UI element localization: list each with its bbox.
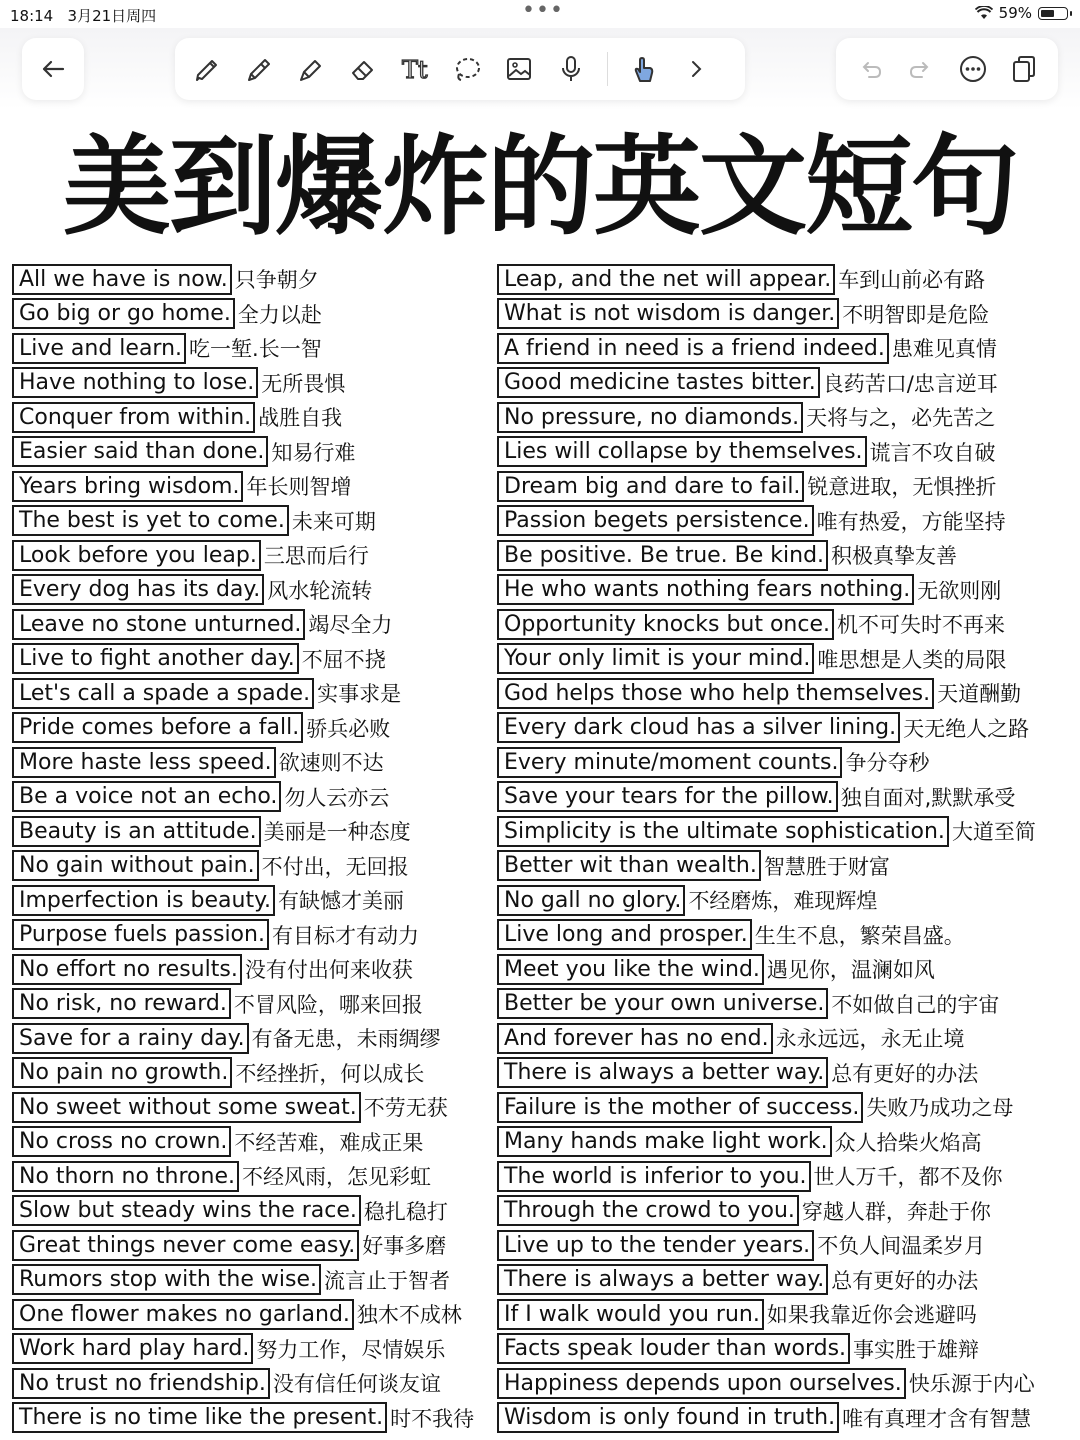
english-phrase: All we have is now. <box>12 264 232 295</box>
chinese-translation: 患难见真情 <box>891 337 997 362</box>
english-phrase: Years bring wisdom. <box>12 471 243 502</box>
chinese-translation: 只争朝夕 <box>234 268 319 293</box>
phrase-row <box>497 1401 1036 1436</box>
toolbar-divider <box>607 52 608 86</box>
chinese-translation: 欲速则不达 <box>278 751 384 776</box>
battery-percent: 59% <box>998 4 1032 22</box>
phrase-row <box>497 1332 1036 1367</box>
phrase-row <box>497 573 1036 608</box>
english-phrase: Easier said than done. <box>12 436 268 467</box>
phrase-row <box>497 469 1036 504</box>
chinese-translation: 争分夺秒 <box>845 751 930 776</box>
english-phrase: Have nothing to lose. <box>12 367 258 398</box>
english-phrase: Save your tears for the pillow. <box>497 781 838 812</box>
phrase-row <box>12 297 474 332</box>
phrase-row <box>497 676 1036 711</box>
phrase-row <box>497 538 1036 573</box>
chinese-translation: 不劳无获 <box>363 1096 448 1121</box>
english-phrase: Many hands make light work. <box>497 1126 832 1157</box>
phrase-row <box>497 711 1036 746</box>
chinese-translation: 努力工作，尽情娱乐 <box>256 1337 446 1362</box>
chinese-translation: 永永远远，永无止境 <box>775 1027 965 1052</box>
phrase-row <box>12 1056 474 1091</box>
english-phrase: Look before you leap. <box>12 540 261 571</box>
chinese-translation: 不经挫折，何以成长 <box>235 1061 425 1086</box>
english-phrase: God helps those who help themselves. <box>497 678 934 709</box>
phrase-row <box>497 745 1036 780</box>
phrase-row <box>497 642 1036 677</box>
more-icon[interactable] <box>951 47 995 91</box>
chinese-translation: 锐意进取，无惧挫折 <box>807 475 997 500</box>
english-phrase: No risk, no reward. <box>12 988 231 1019</box>
pen-icon[interactable] <box>185 47 229 91</box>
phrase-row <box>12 642 474 677</box>
english-phrase: Leave no stone unturned. <box>12 609 305 640</box>
chinese-translation: 时不我待 <box>390 1406 475 1431</box>
phrase-row <box>12 400 474 435</box>
english-phrase: What is not wisdom is danger. <box>497 298 839 329</box>
english-phrase: Imperfection is beauty. <box>12 885 275 916</box>
english-phrase: Passion begets persistence. <box>497 505 814 536</box>
phrase-row <box>497 607 1036 642</box>
chinese-translation: 骄兵必败 <box>306 716 391 741</box>
english-phrase: No pain no growth. <box>12 1057 232 1088</box>
english-phrase: Opportunity knocks but once. <box>497 609 834 640</box>
chinese-translation: 没有付出何来收获 <box>244 958 413 983</box>
chinese-translation: 世人万千，都不及你 <box>813 1165 1003 1190</box>
chinese-translation: 机不可失时不再来 <box>837 613 1006 638</box>
chinese-translation: 失败乃成功之母 <box>866 1096 1014 1121</box>
undo-icon[interactable] <box>848 47 892 91</box>
chinese-translation: 年长则智增 <box>246 475 352 500</box>
phrase-row <box>497 262 1036 297</box>
phrase-row <box>12 331 474 366</box>
english-phrase: Leap, and the net will appear. <box>497 264 835 295</box>
phrase-row <box>12 883 474 918</box>
pencil-icon[interactable] <box>237 47 281 91</box>
phrase-row <box>12 711 474 746</box>
phrase-row <box>497 1297 1036 1332</box>
svg-text:Tt: Tt <box>402 56 428 84</box>
phrase-row <box>12 987 474 1022</box>
chinese-translation: 无欲则刚 <box>917 578 1002 603</box>
chinese-translation: 流言止于智者 <box>324 1268 450 1293</box>
english-phrase: No pressure, no diamonds. <box>497 402 803 433</box>
chinese-translation: 天道酬勤 <box>937 682 1022 707</box>
english-phrase: Live and learn. <box>12 333 186 364</box>
english-phrase: Better wit than wealth. <box>497 850 761 881</box>
chinese-translation: 唯有真理才含有智慧 <box>842 1406 1032 1431</box>
phrase-row <box>497 1263 1036 1298</box>
english-phrase: If I walk would you run. <box>497 1299 764 1330</box>
chinese-translation: 天将与之，必先苦之 <box>806 406 996 431</box>
phrase-row <box>497 987 1036 1022</box>
chinese-translation: 吃一堑.长一智 <box>189 337 322 362</box>
chinese-translation: 不经磨炼，难现辉煌 <box>688 889 878 914</box>
eraser-icon[interactable] <box>341 47 385 91</box>
chinese-translation: 不负人间温柔岁月 <box>817 1234 986 1259</box>
chinese-translation: 美丽是一种态度 <box>263 820 411 845</box>
chinese-translation: 没有信任何谈友谊 <box>272 1372 441 1397</box>
status-bar <box>0 0 1080 28</box>
phrase-row <box>12 814 474 849</box>
phrase-row <box>12 1297 474 1332</box>
english-phrase: Dream big and dare to fail. <box>497 471 804 502</box>
english-phrase: No gall no glory. <box>497 885 685 916</box>
phrase-row <box>12 1366 474 1401</box>
phrase-row <box>12 262 474 297</box>
phrase-row <box>12 1159 474 1194</box>
chinese-translation: 大道至简 <box>951 820 1036 845</box>
phrase-row <box>497 297 1036 332</box>
english-phrase: No gain without pain. <box>12 850 259 881</box>
phrase-row <box>12 607 474 642</box>
english-phrase: Conquer from within. <box>12 402 255 433</box>
english-phrase: Be a voice not an echo. <box>12 781 281 812</box>
english-phrase: Simplicity is the ultimate sophistication. <box>497 816 949 847</box>
chinese-translation: 遇见你，温澜如风 <box>766 958 935 983</box>
chinese-translation: 独木不成林 <box>356 1303 462 1328</box>
phrase-row <box>12 538 474 573</box>
chinese-translation: 知易行难 <box>271 440 356 465</box>
english-phrase: Good medicine tastes bitter. <box>497 367 820 398</box>
phrase-row <box>12 676 474 711</box>
redo-icon[interactable] <box>899 47 943 91</box>
english-phrase: Rumors stop with the wise. <box>12 1264 321 1295</box>
battery-icon <box>1038 7 1068 20</box>
phrase-row <box>497 1228 1036 1263</box>
phrase-row <box>497 400 1036 435</box>
english-phrase: Live up to the tender years. <box>497 1230 814 1261</box>
english-phrase: No sweet without some sweat. <box>12 1092 361 1123</box>
english-phrase: No thorn no throne. <box>12 1161 239 1192</box>
english-phrase: Failure is the mother of success. <box>497 1092 863 1123</box>
english-phrase: Live long and prosper. <box>497 919 752 950</box>
chinese-translation: 生生不息，繁荣昌盛。 <box>754 923 965 948</box>
chinese-translation: 无所畏惧 <box>261 371 346 396</box>
chinese-translation: 快乐源于内心 <box>908 1372 1035 1397</box>
phrase-row <box>497 883 1036 918</box>
chinese-translation: 勿人云亦云 <box>284 785 390 810</box>
chinese-translation: 智慧胜于财富 <box>763 854 890 879</box>
english-phrase: Slow but steady wins the race. <box>12 1195 361 1226</box>
phrase-row <box>497 1090 1036 1125</box>
english-phrase: No cross no crown. <box>12 1126 231 1157</box>
chinese-translation: 独自面对,默默承受 <box>840 785 1016 810</box>
english-phrase: Every dog has its day. <box>12 574 264 605</box>
phrase-row <box>497 1021 1036 1056</box>
english-phrase: He who wants nothing fears nothing. <box>497 574 914 605</box>
phrase-row <box>497 952 1036 987</box>
phrase-row <box>12 504 474 539</box>
image-icon[interactable] <box>497 47 541 91</box>
phrase-row <box>12 952 474 987</box>
chinese-translation: 总有更好的办法 <box>831 1268 979 1293</box>
chinese-translation: 全力以赴 <box>237 302 322 327</box>
phrase-row <box>497 435 1036 470</box>
phrase-row <box>12 1125 474 1160</box>
english-phrase: Work hard play hard. <box>12 1333 253 1364</box>
phrase-row <box>497 1366 1036 1401</box>
english-phrase: One flower makes no garland. <box>12 1299 354 1330</box>
chinese-translation: 有缺憾才美丽 <box>277 889 404 914</box>
phrase-row <box>12 435 474 470</box>
chevron-right-icon[interactable] <box>674 47 718 91</box>
chinese-translation: 穿越人群，奔赴于你 <box>801 1199 991 1224</box>
english-phrase: The best is yet to come. <box>12 505 289 536</box>
phrase-row <box>12 469 474 504</box>
chinese-translation: 不明智即是危险 <box>842 302 990 327</box>
chinese-translation: 众人拾柴火焰高 <box>834 1130 982 1155</box>
chinese-translation: 总有更好的办法 <box>831 1061 979 1086</box>
chinese-translation: 如果我靠近你会逃避吗 <box>766 1303 977 1328</box>
marker-icon[interactable] <box>289 47 333 91</box>
english-phrase: Live to fight another day. <box>12 643 299 674</box>
english-phrase: Great things never come easy. <box>12 1230 359 1261</box>
back-pill <box>22 38 84 100</box>
chinese-translation: 未来可期 <box>291 509 376 534</box>
phrase-row <box>12 918 474 953</box>
english-phrase: Beauty is an attitude. <box>12 816 261 847</box>
chinese-translation: 有目标才有动力 <box>271 923 419 948</box>
chinese-translation: 竭尽全力 <box>308 613 393 638</box>
english-phrase: There is no time like the present. <box>12 1402 387 1433</box>
wifi-icon <box>975 6 993 20</box>
phrase-row <box>497 814 1036 849</box>
chinese-translation: 不经苦难，难成正果 <box>234 1130 424 1155</box>
phrase-row <box>497 331 1036 366</box>
chinese-translation: 天无绝人之路 <box>903 716 1030 741</box>
pages-icon[interactable] <box>1002 47 1046 91</box>
phrase-row <box>497 366 1036 401</box>
multitasking-dots-icon[interactable]: ••• <box>522 0 564 23</box>
english-phrase: The world is inferior to you. <box>497 1161 811 1192</box>
english-phrase: Facts speak louder than words. <box>497 1333 850 1364</box>
chinese-translation: 不冒风险，哪来回报 <box>233 992 423 1017</box>
chinese-translation: 实事求是 <box>317 682 402 707</box>
chinese-translation: 不屈不挠 <box>301 647 386 672</box>
english-phrase: Happiness depends upon ourselves. <box>497 1368 906 1399</box>
status-time: 18:14 3月21日周四 <box>10 7 157 25</box>
phrase-row <box>497 1125 1036 1160</box>
phrase-row <box>12 780 474 815</box>
phrase-row <box>12 1228 474 1263</box>
phrase-row <box>497 1159 1036 1194</box>
phrase-row <box>12 1263 474 1298</box>
left-column <box>12 262 474 1435</box>
english-phrase: There is always a better way. <box>497 1264 828 1295</box>
english-phrase: Every dark cloud has a silver lining. <box>497 712 900 743</box>
english-phrase: No trust no friendship. <box>12 1368 270 1399</box>
phrase-row <box>497 504 1036 539</box>
phrase-row <box>12 1332 474 1367</box>
chinese-translation: 事实胜于雄辩 <box>853 1337 980 1362</box>
back-arrow-icon[interactable] <box>31 47 75 91</box>
english-phrase: Save for a rainy day. <box>12 1023 249 1054</box>
chinese-translation: 唯思想是人类的局限 <box>817 647 1007 672</box>
chinese-translation: 良药苦口/忠言逆耳 <box>822 371 998 396</box>
english-phrase: Every minute/moment counts. <box>497 747 842 778</box>
phrase-row <box>12 1021 474 1056</box>
phrase-row <box>497 918 1036 953</box>
english-phrase: Purpose fuels passion. <box>12 919 269 950</box>
english-phrase: Pride comes before a fall. <box>12 712 303 743</box>
page-title: 美到爆炸的英文短句 <box>62 125 1017 250</box>
chinese-translation: 不付出，无回报 <box>261 854 409 879</box>
phrase-row <box>497 780 1036 815</box>
english-phrase: There is always a better way. <box>497 1057 828 1088</box>
english-phrase: No effort no results. <box>12 954 242 985</box>
english-phrase: Be positive. Be true. Be kind. <box>497 540 828 571</box>
chinese-translation: 车到山前必有路 <box>838 268 986 293</box>
chinese-translation: 稳扎稳打 <box>363 1199 448 1224</box>
english-phrase: Go big or go home. <box>12 298 235 329</box>
hand-pointer-icon[interactable] <box>622 47 666 91</box>
english-phrase: Wisdom is only found in truth. <box>497 1402 839 1433</box>
phrase-row <box>497 1194 1036 1229</box>
chinese-translation: 风水轮流转 <box>267 578 373 603</box>
phrase-row <box>497 1056 1036 1091</box>
phrase-row <box>12 745 474 780</box>
chinese-translation: 不如做自己的宇宙 <box>831 992 1000 1017</box>
phrase-row <box>12 1090 474 1125</box>
tools-pill <box>175 38 745 100</box>
text-tool-icon[interactable] <box>393 47 437 91</box>
phrase-row <box>12 1401 474 1436</box>
chinese-translation: 谎言不攻自破 <box>869 440 996 465</box>
chinese-translation: 有备无患，未雨绸缪 <box>251 1027 441 1052</box>
phrase-row <box>12 366 474 401</box>
chinese-translation: 好事多磨 <box>362 1234 447 1259</box>
chinese-translation: 积极真挚友善 <box>831 544 958 569</box>
english-phrase: More haste less speed. <box>12 747 276 778</box>
english-phrase: Let's call a spade a spade. <box>12 678 314 709</box>
chinese-translation: 战胜自我 <box>258 406 343 431</box>
english-phrase: And forever has no end. <box>497 1023 773 1054</box>
right-column <box>497 262 1036 1435</box>
phrase-row <box>497 849 1036 884</box>
english-phrase: A friend in need is a friend indeed. <box>497 333 889 364</box>
english-phrase: Through the crowd to you. <box>497 1195 799 1226</box>
phrase-row <box>12 849 474 884</box>
microphone-icon[interactable] <box>549 47 593 91</box>
phrase-row <box>12 573 474 608</box>
english-phrase: Better be your own universe. <box>497 988 828 1019</box>
status-date: 3月21日周四 <box>67 7 157 25</box>
english-phrase: Lies will collapse by themselves. <box>497 436 867 467</box>
lasso-icon[interactable] <box>445 47 489 91</box>
phrase-row <box>12 1194 474 1229</box>
actions-pill <box>836 38 1058 100</box>
english-phrase: Your only limit is your mind. <box>497 643 814 674</box>
chinese-translation: 唯有热爱，方能坚持 <box>816 509 1006 534</box>
english-phrase: Meet you like the wind. <box>497 954 764 985</box>
chinese-translation: 三思而后行 <box>263 544 369 569</box>
chinese-translation: 不经风雨，怎见彩虹 <box>242 1165 431 1190</box>
